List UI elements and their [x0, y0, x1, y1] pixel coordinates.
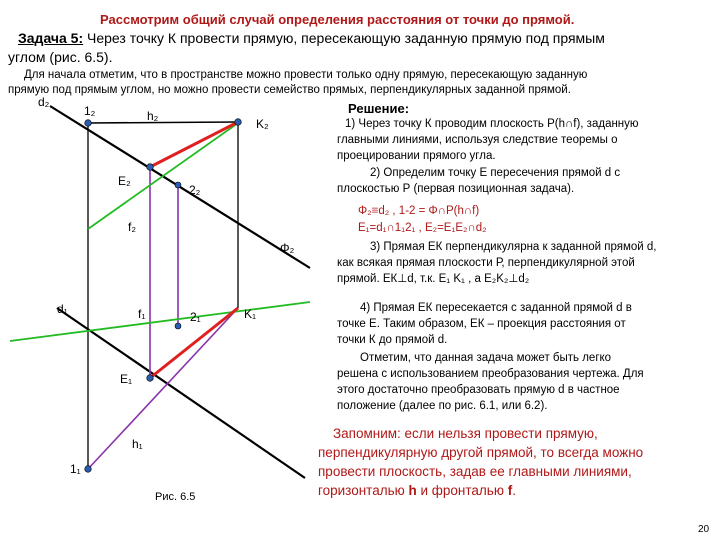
line-f1 — [10, 302, 310, 341]
label-2-1: 2₁ — [190, 310, 201, 324]
task-text-line2: углом (рис. 6.5). — [8, 49, 113, 65]
task-text: Через точку К провести прямую, пересекающую заданную прямую под прямым — [83, 30, 605, 46]
step2-line-1: 2) Определим точку Е пересечения прямой d с — [370, 167, 621, 179]
line-f2 — [88, 123, 238, 229]
step4-line-6: этого достаточно преобразовать прямую d в частное — [337, 384, 620, 396]
label-phi2: Φ₂ — [280, 241, 295, 255]
remember-line-2: перпендикулярную другой прямой, то всегда можно — [318, 445, 644, 460]
step1-line-1: 1) Через точку К проводим плоскость Р(h∩f), заданную — [345, 118, 639, 130]
label-1-1: 1₁ — [70, 462, 81, 476]
remember-text-c: . — [512, 483, 516, 498]
step3-line-2: как всякая прямая плоскости Р, перпендикулярной этой — [337, 257, 635, 269]
remember-f: f — [507, 483, 513, 498]
remember-text-b: и фронталью — [416, 483, 508, 498]
remember-line-3: провести плоскость, задав ее главными линиями, — [318, 464, 632, 479]
step4-line-4: Отметим, что данная задача может быть легко — [360, 352, 612, 364]
step4-line-1: 4) Прямая ЕК пересекается с заданной прямой d в — [360, 302, 632, 314]
label-1-2: 1₂ — [84, 104, 96, 118]
line-h2 — [88, 122, 238, 123]
label-k2: K₂ — [256, 117, 269, 131]
step3-line-1: 3) Прямая ЕК перпендикулярна к заданной прямой d, — [370, 241, 657, 253]
step4-line-5: решена с использованием преобразования чертежа. Для — [337, 368, 644, 380]
remember-h: h — [408, 483, 417, 498]
solution-title: Решение: — [348, 101, 410, 116]
intro-line-2: прямую под прямым углом, но можно провести семейство прямых, перпендикулярных заданной прямой. — [8, 84, 571, 96]
step1-line-2: главными линиями, используя следствие теоремы о — [337, 134, 618, 146]
line-d1 — [57, 308, 305, 478]
point-e1 — [147, 375, 154, 382]
remember-line-1: Запомним: если нельзя провести прямую, — [333, 426, 598, 441]
task-label: Задача 5: — [18, 30, 84, 46]
step4-line-2: точке Е. Таким образом, ЕК – проекция расстояния от — [337, 318, 626, 330]
step2-line-2: плоскостью Р (первая позиционная задача). — [337, 183, 575, 195]
segment-e2k2 — [150, 122, 238, 167]
label-f1: f₁ — [138, 307, 146, 321]
label-k1: K₁ — [244, 307, 257, 321]
label-d2: d₂ — [38, 95, 50, 109]
point-1-2 — [85, 120, 92, 127]
step1-line-3: проецировании прямого угла. — [337, 150, 496, 162]
line-h1 — [88, 308, 238, 469]
remember-text-a: горизонталью — [318, 483, 409, 498]
label-h2: h₂ — [147, 109, 159, 123]
point-k2 — [235, 119, 242, 126]
step4-line-3: точки К до прямой d. — [337, 334, 448, 346]
step4-line-7: положение (далее по рис. 6.1, или 6.2). — [337, 400, 548, 412]
point-1-1 — [85, 466, 92, 473]
formula-line-2: E₁=d₁∩1₁2₁ , E₂=E₁E₂∩d₂ — [358, 222, 487, 234]
label-h1: h₁ — [132, 437, 143, 451]
label-f2: f₂ — [128, 220, 136, 234]
page-number: 20 — [698, 524, 710, 535]
point-2-2 — [175, 182, 181, 188]
label-d1: d₁ — [57, 302, 68, 316]
label-e2: E₂ — [118, 174, 131, 188]
intro-line-1: Для начала отметим, что в пространстве можно провести только одну прямую, пересекающую заданную — [24, 69, 588, 81]
slide-title: Рассмотрим общий случай определения расстояния от точки до прямой. — [100, 12, 575, 27]
point-2-1 — [175, 323, 181, 329]
step3-line-3: прямой. ЕК⊥d, т.к. E₁ K₁ , а E₂K₂⊥d₂ — [337, 273, 530, 285]
point-e2 — [147, 164, 154, 171]
label-2-2: 2₂ — [189, 183, 201, 197]
figure-caption: Рис. 6.5 — [155, 491, 196, 503]
formula-line-1: Φ₂≡d₂ , 1-2 = Φ∩P(h∩f) — [358, 205, 480, 217]
label-e1: E₁ — [120, 372, 133, 386]
